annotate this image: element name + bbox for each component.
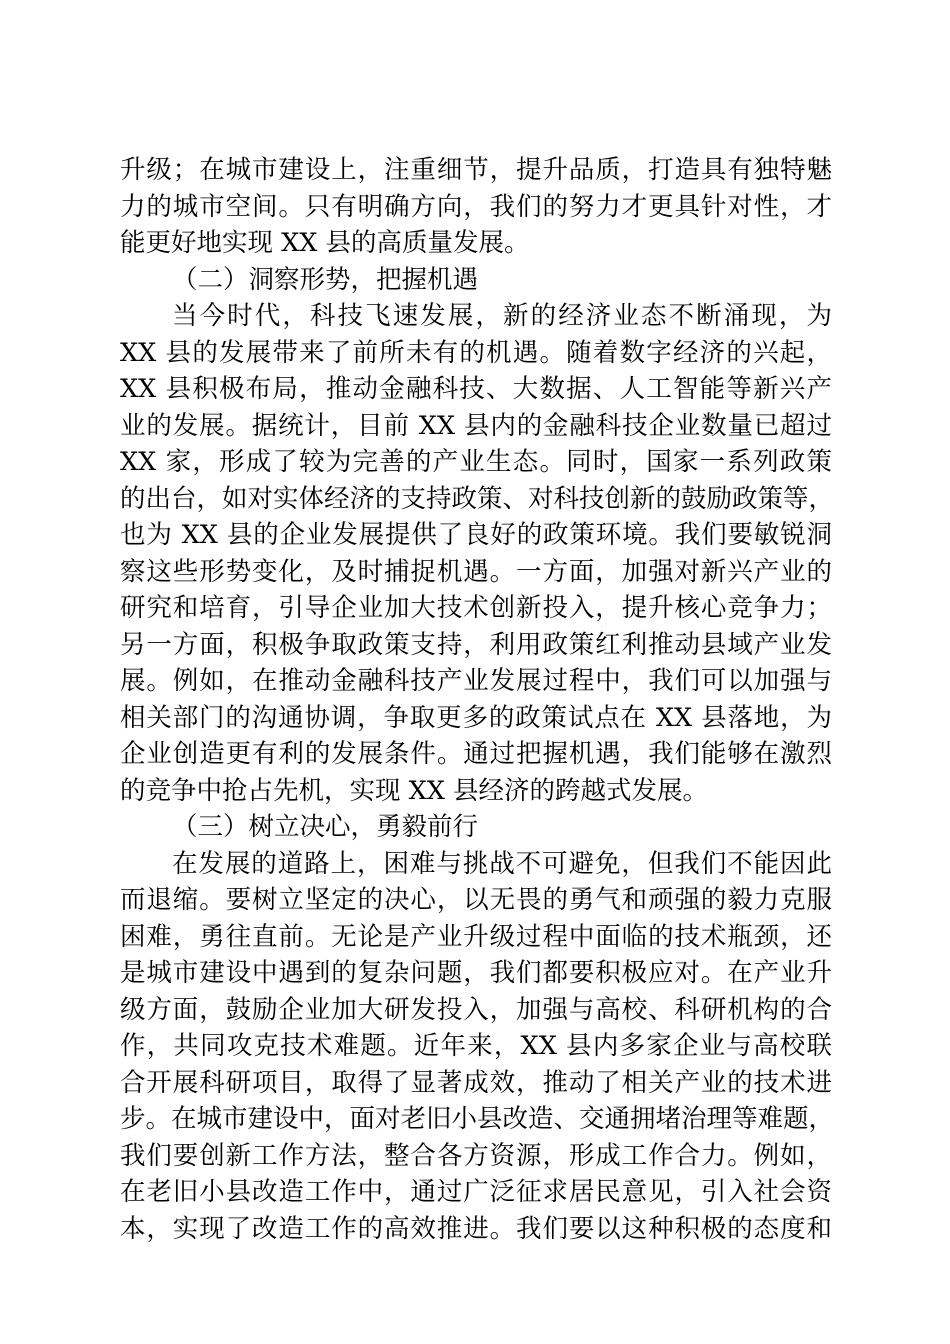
body-text-line: 的竞争中抢占先机，实现 XX 县经济的跨越式发展。 <box>120 776 709 806</box>
body-text-line: 级方面，鼓励企业加大研发投入，加强与高校、科研机构的合 <box>120 995 832 1025</box>
body-text-line: 能更好地实现 XX 县的高质量发展。 <box>120 228 530 258</box>
body-text-line: 是城市建设中遇到的复杂问题，我们都要积极应对。在产业升 <box>120 958 832 988</box>
body-text-line: 企业创造更有利的发展条件。通过把握机遇，我们能够在激烈 <box>120 739 832 769</box>
body-text-line: 力的城市空间。只有明确方向，我们的努力才更具针对性，才 <box>120 192 832 222</box>
body-text-line: 而退缩。要树立坚定的决心，以无畏的勇气和顽强的毅力克服 <box>120 885 832 915</box>
paragraph-first-line: 在发展的道路上，困难与挑战不可避免，但我们不能因此 <box>172 849 832 879</box>
body-text-line: 步。在城市建设中，面对老旧小县改造、交通拥堵治理等难题， <box>120 1104 835 1134</box>
body-text-line: 研究和培育，引导企业加大技术创新投入，提升核心竞争力； <box>120 593 832 623</box>
body-text-line: 本，实现了改造工作的高效推进。我们要以这种积极的态度和 <box>120 1214 832 1244</box>
body-text-line: 展。例如，在推动金融科技产业发展过程中，我们可以加强与 <box>120 666 832 696</box>
body-text-line: 合开展科研项目，取得了显著成效，推动了相关产业的技术进 <box>120 1068 832 1098</box>
body-text-line: 在老旧小县改造工作中，通过广泛征求居民意见，引入社会资 <box>120 1177 832 1207</box>
body-text-line: 相关部门的沟通协调，争取更多的政策试点在 XX 县落地，为 <box>120 703 832 733</box>
body-text-line: 察这些形势变化，及时捕捉机遇。一方面，加强对新兴产业的 <box>120 557 832 587</box>
body-text-line: XX 县的发展带来了前所未有的机遇。随着数字经济的兴起， <box>120 338 832 368</box>
body-text-line: 的出台，如对实体经济的支持政策、对科技创新的鼓励政策等， <box>120 484 835 514</box>
body-text-line: XX 县积极布局，推动金融科技、大数据、人工智能等新兴产 <box>120 374 832 404</box>
paragraph-first-line: 当今时代，科技飞速发展，新的经济业态不断涌现，为 <box>172 301 832 331</box>
body-text-line: 作，共同攻克技术难题。近年来，XX 县内多家企业与高校联 <box>120 1031 832 1061</box>
body-text-line: 升级；在城市建设上，注重细节，提升品质，打造具有独特魅 <box>120 155 832 185</box>
section-heading-3: （三）树立决心，勇毅前行 <box>172 812 479 842</box>
body-text-line: 困难，勇往直前。无论是产业升级过程中面临的技术瓶颈，还 <box>120 922 832 952</box>
body-text-line: 另一方面，积极争取政策支持，利用政策红利推动县域产业发 <box>120 630 832 660</box>
body-text-line: 也为 XX 县的企业发展提供了良好的政策环境。我们要敏锐洞 <box>120 520 832 550</box>
body-text-line: 业的发展。据统计，目前 XX 县内的金融科技企业数量已超过 <box>120 411 832 441</box>
body-text-line: 我们要创新工作方法，整合各方资源，形成工作合力。例如， <box>120 1141 832 1171</box>
body-text-line: XX 家，形成了较为完善的产业生态。同时，国家一系列政策 <box>120 447 832 477</box>
section-heading-2: （二）洞察形势，把握机遇 <box>172 265 479 295</box>
